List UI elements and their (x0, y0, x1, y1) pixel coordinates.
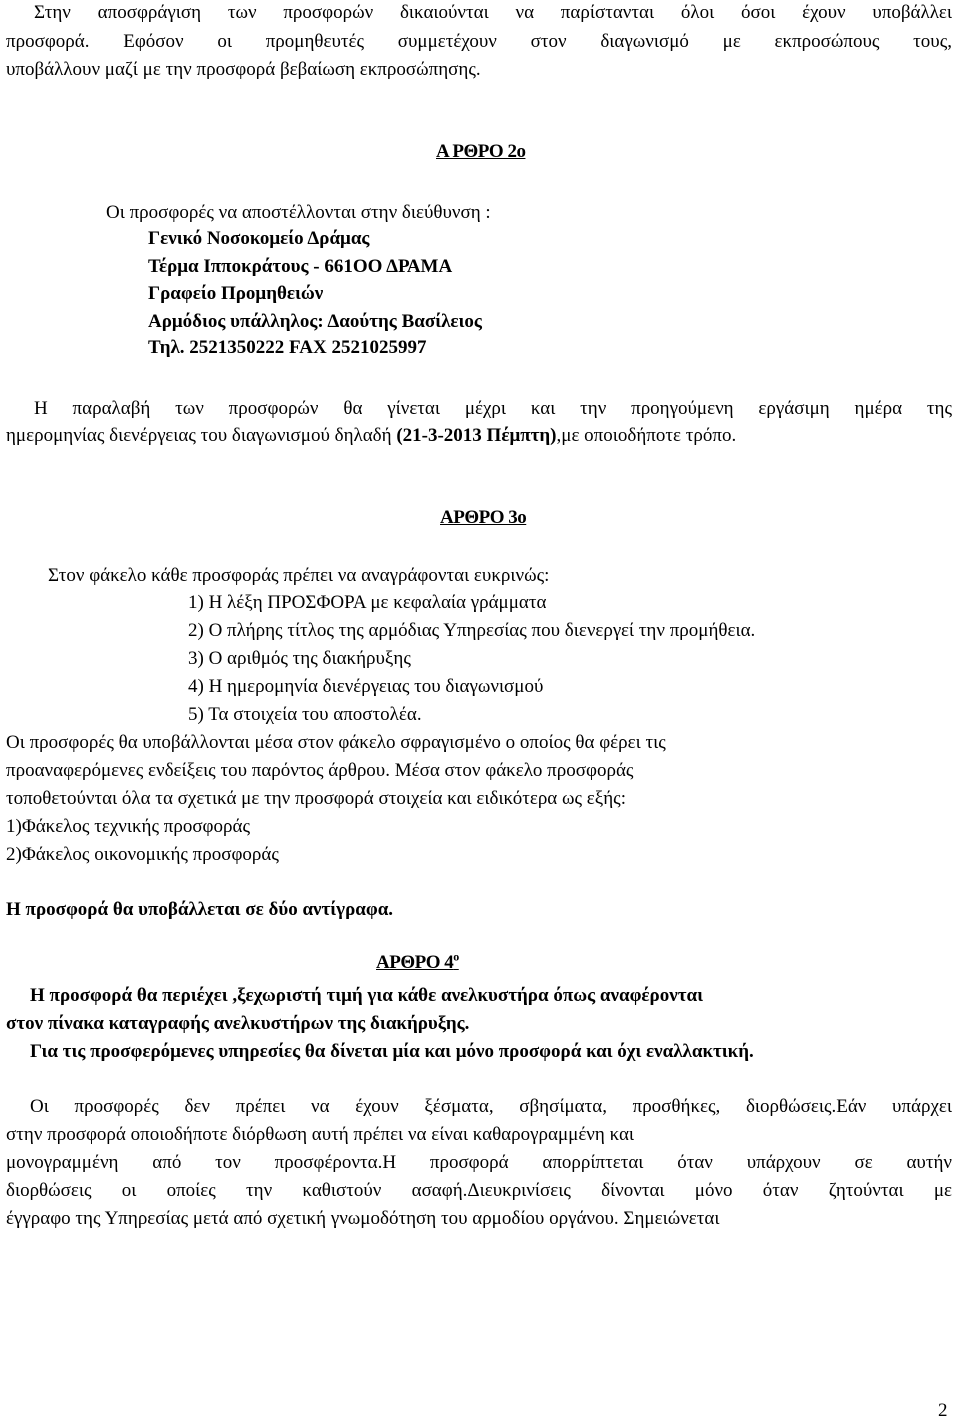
page-number: 2 (938, 1400, 948, 1421)
address-phone: Τηλ. 2521350222 FAX 2521025997 (148, 337, 427, 358)
address-street: Τέρμα Ιπποκράτους - 661ΟΟ ΔΡΑΜΑ (148, 256, 453, 277)
envelope-intro: Στον φάκελο κάθε προσφοράς πρέπει να αναγράφονται ευκρινώς: (48, 565, 550, 586)
receipt-line-2 (6, 423, 736, 449)
article-3-heading: ΑΡΘΡΟ 3ο (440, 507, 527, 528)
receipt-line-1: Η παραλαβή των προσφορών θα γίνεται μέχρι και την προηγούμενη εργάσιμη ημέρα της (34, 398, 952, 419)
envelope-para-line-3: τοποθετούνται όλα τα σχετικά με την προσφορά στοιχεία και ειδικότερα ως εξής: (6, 788, 626, 809)
article-4-bold-line-2: στον πίνακα καταγραφής ανελκυστήρων της διακήρυξης. (6, 1013, 470, 1034)
article-4-heading (376, 950, 459, 976)
receipt-text-a: ημερομηνίας διενέργειας του διαγωνισμού δηλαδή (6, 425, 397, 446)
article-4-title: ΑΡΘΡΟ 4 (376, 952, 454, 973)
intro-line-2: προσφορά. Εφόσον οι προμηθευτές συμμετέχουν στον διαγωνισμό με εκπροσώπους τους, (6, 31, 952, 52)
folder-financial: 2)Φάκελος οικονομικής προσφοράς (6, 844, 279, 865)
article-4-bold-line-1: Η προσφορά θα περιέχει ,ξεχωριστή τιμή για κάθε ανελκυστήρα όπως αναφέρονται (30, 985, 703, 1006)
envelope-item-4: 4) Η ημερομηνία διενέργειας του διαγωνισμού (188, 676, 544, 697)
article-4-superscript: ο (453, 949, 459, 964)
intro-line-3: υποβάλλουν μαζί με την προσφορά βεβαίωση εκπροσώπησης. (6, 59, 481, 80)
envelope-item-5: 5) Τα στοιχεία του αποστολέα. (188, 704, 422, 725)
corrections-line-2: στην προσφορά οποιοδήποτε διόρθωση αυτή πρέπει να είναι καθαρογραμμένη και (6, 1124, 635, 1145)
corrections-line-5: έγγραφο της Υπηρεσίας μετά από σχετική γνωμοδότηση του αρμοδίου οργάνου. Σημειώνεται (6, 1208, 720, 1229)
address-intro: Οι προσφορές να αποστέλλονται στην διεύθυνση : (106, 202, 491, 223)
article-4-bold-line-3: Για τις προσφερόμενες υπηρεσίες θα δίνεται μία και μόνο προσφορά και όχι εναλλακτική. (30, 1041, 754, 1062)
envelope-item-1: 1) Η λέξη ΠΡΟΣΦΟΡΑ με κεφαλαία γράμματα (188, 592, 547, 613)
corrections-line-3: μονογραμμένη από τον προσφέροντα.Η προσφορά απορρίπτεται όταν υπάρχουν σε αυτήν (6, 1152, 952, 1173)
address-office: Γραφείο Προμηθειών (148, 283, 324, 304)
copies-note: Η προσφορά θα υποβάλλεται σε δύο αντίγραφα. (6, 899, 394, 920)
deadline-date: (21-3-2013 Πέμπτη) (396, 425, 557, 446)
envelope-para-line-1: Οι προσφορές θα υποβάλλονται μέσα στον φάκελο σφραγισμένο ο οποίος θα φέρει τις (6, 732, 666, 753)
address-hospital: Γενικό Νοσοκομείο Δράμας (148, 228, 370, 249)
envelope-para-line-2: προαναφερόμενες ενδείξεις του παρόντος άρθρου. Μέσα στον φάκελο προσφοράς (6, 760, 634, 781)
corrections-line-4: διορθώσεις οι οποίες την καθιστούν ασαφή.Διευκρινίσεις δίνονται μόνο όταν ζητούνται με (6, 1180, 952, 1201)
receipt-text-b: ,με οποιοδήποτε τρόπο. (556, 425, 737, 446)
intro-line-1: Στην αποσφράγιση των προσφορών δικαιούνται να παρίστανται όλοι όσοι έχουν υποβάλλει (34, 2, 952, 23)
envelope-item-2: 2) Ο πλήρης τίτλος της αρμόδιας Υπηρεσίας που διενεργεί την προμήθεια. (188, 620, 756, 641)
envelope-item-3: 3) Ο αριθμός της διακήρυξης (188, 648, 411, 669)
corrections-line-1: Οι προσφορές δεν πρέπει να έχουν ξέσματα, σβησίματα, προσθήκες, διορθώσεις.Εάν υπάρχει (30, 1096, 952, 1117)
article-2-heading: Α ΡΘΡΟ 2ο (436, 141, 526, 162)
address-officer: Αρμόδιος υπάλληλος: Δαούτης Βασίλειος (148, 311, 482, 332)
folder-technical: 1)Φάκελος τεχνικής προσφοράς (6, 816, 250, 837)
